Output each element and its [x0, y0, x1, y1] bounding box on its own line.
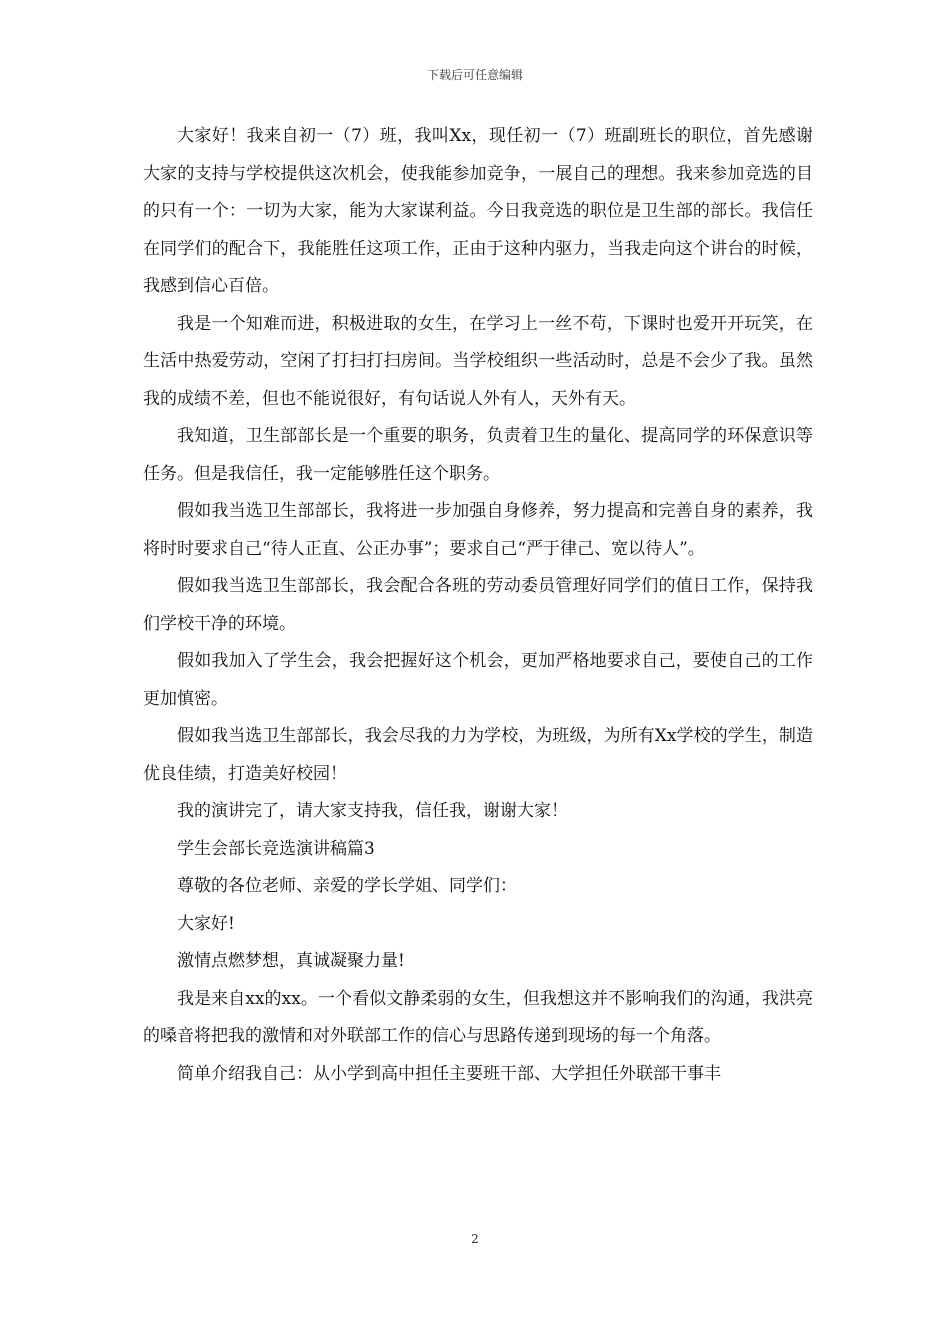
- paragraph: 我知道，卫生部部长是一个重要的职务，负责着卫生的量化、提高同学的环保意识等任务。但是我信任，我一定能够胜任这个职务。: [143, 426, 813, 484]
- page-header: 下载后可任意编辑: [426, 68, 523, 82]
- document-body: [143, 118, 813, 1093]
- page-number: 2: [471, 1232, 479, 1246]
- slogan: 激情点燃梦想，真诚凝聚力量!: [177, 951, 405, 971]
- salutation: 尊敬的各位老师、亲爱的学长学姐、同学们：: [177, 876, 517, 896]
- paragraph: 大家好！我来自初一（7）班，我叫Xx，现任初一（7）班副班长的职位，首先感谢大家的支持与学校提供这次机会，使我能参加竞争，一展自己的理想。我来参加竞选的目的只有一个：一切为大家，能为大家谋利益。今日我竞选的职位是卫生部的部长。我信任在同学们的配合下，我能胜任这项工作，正由于这种内驱力，当我走向这个讲台的时候，我感到信心百倍。: [143, 126, 813, 296]
- paragraph: 假如我当选卫生部部长，我会尽我的力为学校，为班级，为所有Xx学校的学生，制造优良佳绩，打造美好校园！: [143, 726, 813, 784]
- paragraph: 我是来自xx的xx。一个看似文静柔弱的女生，但我想这并不影响我们的沟通，我洪亮的嗓音将把我的激情和对外联部工作的信心与思路传递到现场的每一个角落。: [143, 988, 813, 1046]
- paragraph: 假如我当选卫生部部长，我将进一步加强自身修养，努力提高和完善自身的素养，我将时时要求自己“待人正直、公正办事”；要求自己“严于律己、宽以待人”。: [143, 501, 813, 559]
- paragraph: 假如我加入了学生会，我会把握好这个机会，更加严格地要求自己，要使自己的工作更加慎密。: [143, 651, 813, 709]
- paragraph: 假如我当选卫生部部长，我会配合各班的劳动委员管理好同学们的值日工作，保持我们学校干净的环境。: [143, 576, 813, 634]
- paragraph: 简单介绍我自己：从小学到高中担任主要班干部、大学担任外联部干事丰: [177, 1063, 721, 1084]
- paragraph: 我的演讲完了，请大家支持我，信任我，谢谢大家！: [177, 801, 568, 821]
- greeting: 大家好!: [177, 913, 235, 934]
- paragraph: 我是一个知难而进，积极进取的女生，在学习上一丝不苟，下课时也爱开开玩笑，在生活中热爱劳动，空闲了打扫打扫房间。当学校组织一些活动时，总是不会少了我。虽然我的成绩不差，但也不能说很好，有句话说人外有人，天外有天。: [143, 313, 813, 409]
- section-title: 学生会部长竞选演讲稿篇3: [177, 838, 375, 859]
